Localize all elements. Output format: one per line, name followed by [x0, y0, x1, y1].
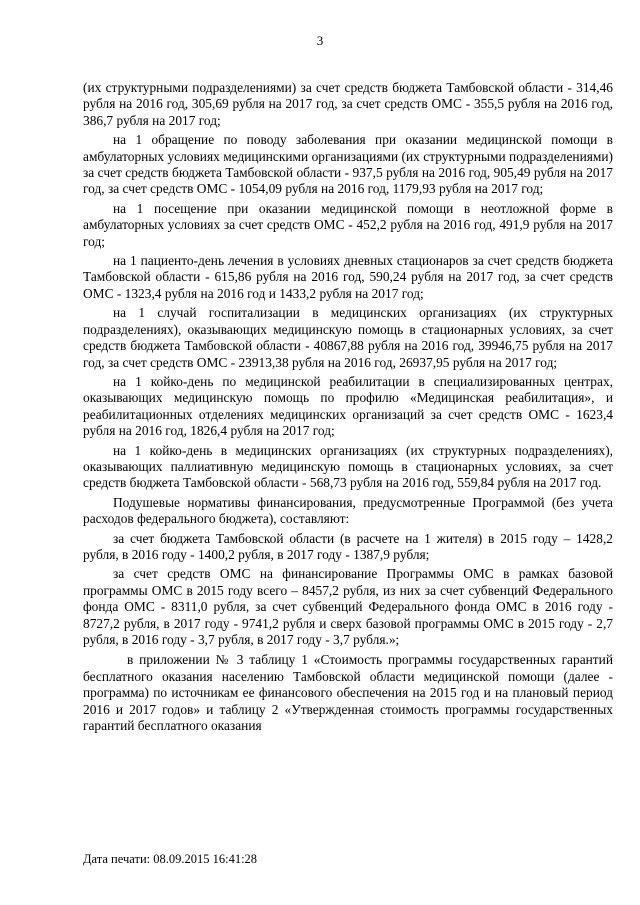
paragraph-3: на 1 посещение при оказании медицинской помощи в неотложной форме в амбулаторных условиях за счет средств ОМС - 452,2 рубля на 2016 год, 491,9 рубля на 2017 год; [83, 200, 613, 249]
document-body [83, 80, 613, 737]
paragraph-2: на 1 обращение по поводу заболевания при оказании медицинской помощи в амбулаторных условиях медицинскими организациями (их структурными подразделениями) за счет средств бюджета Тамбовской области - 937,5 рубля на 2016 год, 905,49 рубля на 2017 год, за счет средств ОМС - 1054,09 рубля на 2016 год, 1179,93 рубля на 2017 год; [83, 132, 613, 197]
page-number: 3 [316, 33, 324, 48]
print-date-footer: Дата печати: 08.09.2015 16:41:28 [83, 852, 258, 866]
paragraph-7: на 1 койко-день в медицинских организациях (их структурных подразделениях), оказывающих паллиативную медицинскую помощь в стационарных условиях, за счет средств бюджета Тамбовской области - 568,73 рубля на 2016 год, 559,84 рубля на 2017 год. [83, 442, 613, 491]
paragraph-8: Подушевые нормативы финансирования, предусмотренные Программой (без учета расходов федерального бюджета), составляют: [83, 494, 613, 527]
paragraph-10: за счет средств ОМС на финансирование Программы ОМС в рамках базовой программы ОМС в 2015 году всего – 8457,2 рубля, из них за счет субвенций Федерального фонда ОМС - 8311,0 рубля, за счет субвенций Федерального фонда ОМС в 2016 году - 8727,2 рубля, в 2017 году - 9741,2 рубля и сверх базовой программы ОМС в 2015 году - 2,7 рубля, в 2016 году - 3,7 рубля, в 2017 году - 3,7 рубля.»; [83, 566, 613, 647]
paragraph-1: (их структурными подразделениями) за счет средств бюджета Тамбовской области - 314,46 рубля на 2016 год, 305,69 рубля на 2017 год, за счет средств ОМС - 355,5 рубля на 2016 год, 386,7 рубля на 2017 год; [83, 80, 613, 128]
paragraph-5: на 1 случай госпитализации в медицинских организациях (их структурных подразделениях), оказывающих медицинскую помощь в стационарных условиях, за счет средств бюджета Тамбовской области - 40867,88 рубля на 2016 год, 39946,75 рубля на 2017 год, за счет средств ОМС - 23913,38 рубля на 2016 год, 26937,95 рубля на 2017 год; [83, 305, 613, 370]
paragraph-6: на 1 койко-день по медицинской реабилитации в специализированных центрах, оказывающих медицинскую помощь по профилю «Медицинская реабилитация», и реабилитационных отделениях медицинских организаций за счет средств ОМС - 1623,4 рубля на 2016 год, 1826,4 рубля на 2017 год; [83, 373, 613, 439]
paragraph-9: за счет бюджета Тамбовской области (в расчете на 1 жителя) в 2015 году – 1428,2 рубля, в 2016 году - 1400,2 рубля, в 2017 году - 1387,9 рубля; [83, 530, 613, 562]
paragraph-4: на 1 пациенто-день лечения в условиях дневных стационаров за счет средств бюджета Тамбовской области - 615,86 рубля на 2016 год, 590,24 рубля на 2017 год, за счет средств ОМС - 1323,4 рубля на 2016 год и 1433,2 рубля на 2017 год; [83, 253, 613, 301]
paragraph-11: в приложении № 3 таблицу 1 «Стоимость программы государственных гарантий бесплатного оказания населению Тамбовской области медицинской помощи (далее - программа) по источникам ее финансового обеспечения на 2015 год и на плановый период 2016 и 2017 годов» и таблицу 2 «Утвержденная стоимость программы государственных гарантий бесплатного оказания [83, 652, 613, 734]
